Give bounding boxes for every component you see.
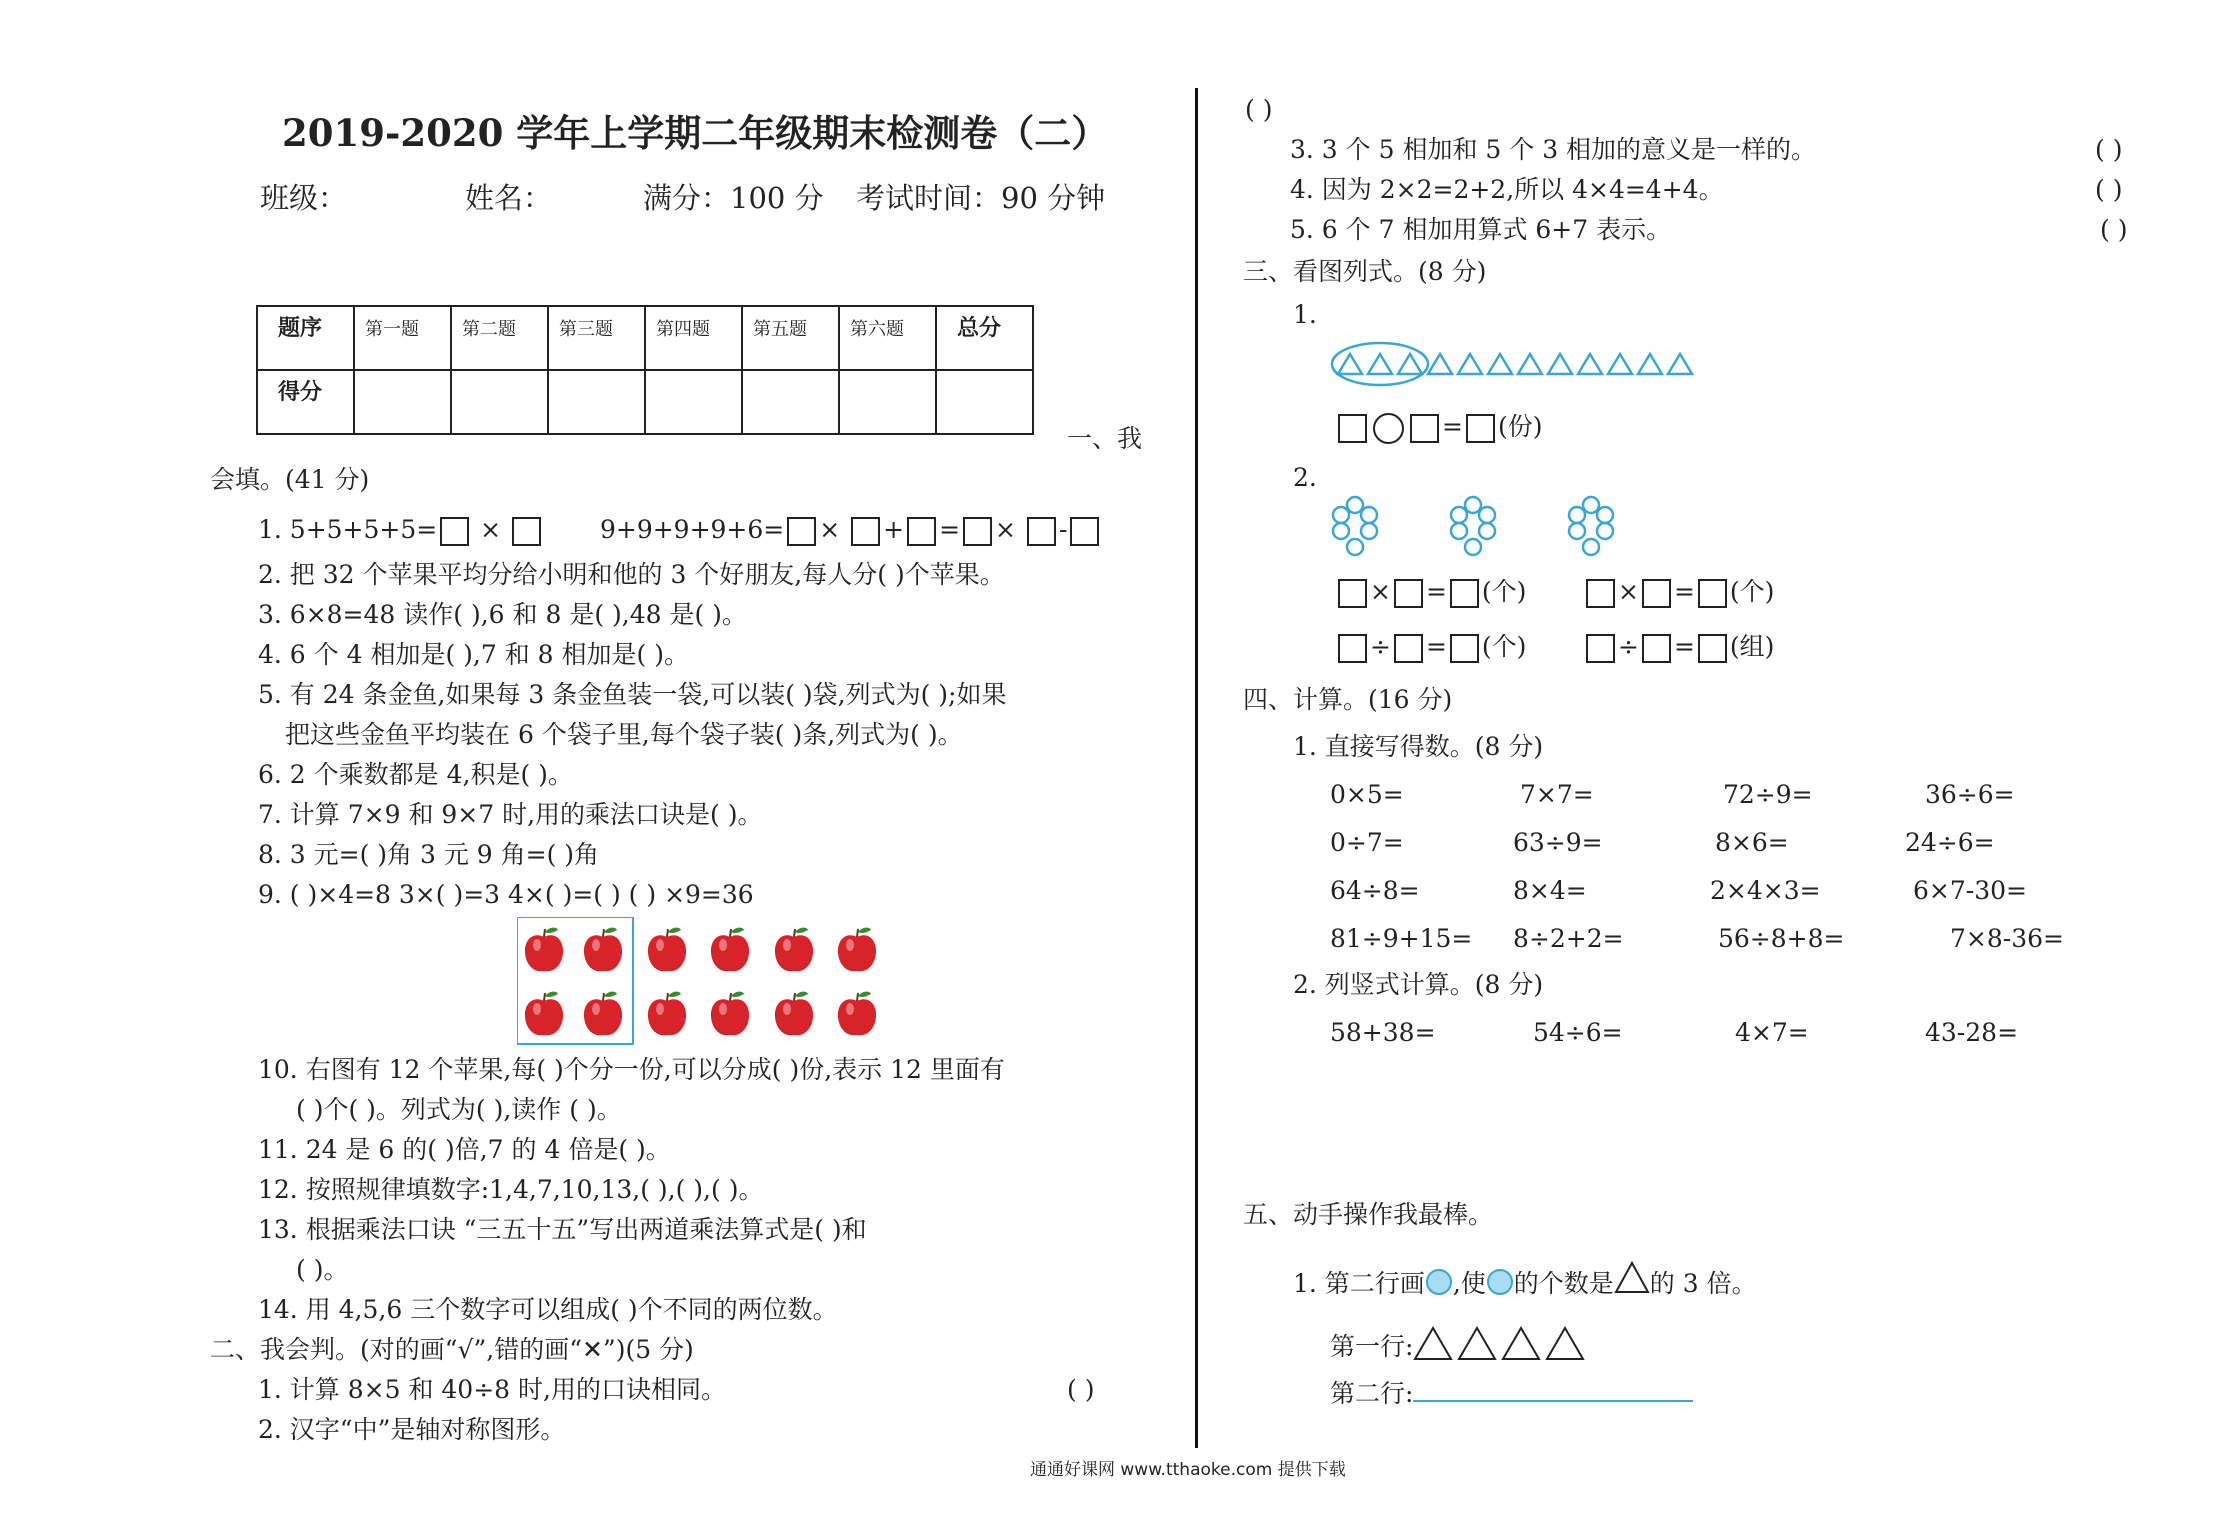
apple-icon bbox=[648, 928, 686, 972]
page-title: 2019-2020 学年上学期二年级期末检测卷（二） bbox=[282, 111, 1109, 155]
answer-box[interactable] bbox=[440, 517, 469, 546]
section5-heading: 五、动手操作我最棒。 bbox=[1243, 1200, 1494, 1229]
judge-5: 5. 6 个 7 相加用算式 6+7 表示。 bbox=[1290, 215, 1672, 244]
section2-heading: 二、我会判。(对的画“√”,错的画“✕”)(5 分) bbox=[210, 1335, 694, 1364]
answer-box[interactable] bbox=[1586, 634, 1615, 663]
q1-expr-b: 9+9+9+9+6= bbox=[599, 515, 785, 544]
s5-q1-text-d: 的 3 倍。 bbox=[1649, 1269, 1757, 1298]
table-header-cell: 第三题 bbox=[559, 319, 613, 340]
table-header-cell: 第六题 bbox=[850, 319, 904, 340]
flower-icon bbox=[1451, 497, 1495, 555]
drawing-answer-line[interactable] bbox=[1413, 1378, 1693, 1402]
s5-q1-text-a: 1. 第二行画 bbox=[1293, 1269, 1425, 1298]
question-1: 1. 5+5+5+5= × 9+9+9+9+6= × + = × - bbox=[258, 515, 1102, 546]
answer-box[interactable] bbox=[1394, 579, 1423, 608]
score-cell[interactable] bbox=[451, 370, 548, 434]
s3-q2-eq2: × = (个) bbox=[1583, 577, 1774, 608]
answer-box[interactable] bbox=[1698, 579, 1727, 608]
footer-text: 通通好课网 www.tthaoke.com 提供下载 bbox=[1030, 1460, 1346, 1480]
question-14: 14. 用 4,5,6 三个数字可以组成( )个不同的两位数。 bbox=[258, 1295, 838, 1324]
calc-item: 81÷9+15= bbox=[1330, 924, 1473, 953]
answer-box[interactable] bbox=[1642, 579, 1671, 608]
blue-circle-icon bbox=[1425, 1268, 1453, 1296]
q1-expr-a: 1. 5+5+5+5= bbox=[258, 515, 438, 544]
score-cell[interactable] bbox=[839, 370, 936, 434]
section1-heading-b: 会填。(41 分) bbox=[210, 465, 370, 494]
question-10b: ( )个( )。列式为( ),读作 ( )。 bbox=[296, 1095, 622, 1124]
question-2: 2. 把 32 个苹果平均分给小明和他的 3 个好朋友,每人分( )个苹果。 bbox=[258, 560, 1005, 589]
s5-q1-text-b: ,使 bbox=[1452, 1269, 1486, 1298]
vertical-calc-item: 4×7= bbox=[1735, 1018, 1809, 1047]
unit-label: (份) bbox=[1497, 412, 1543, 441]
triangle-icon bbox=[1459, 1328, 1495, 1359]
question-5b: 把这些金鱼平均装在 6 个袋子里,每个袋子装( )条,列式为( )。 bbox=[285, 720, 963, 749]
apple-icon bbox=[525, 928, 563, 972]
calc-item: 36÷6= bbox=[1925, 780, 2015, 809]
judge-1-paren[interactable]: ( ) bbox=[1067, 1375, 1095, 1404]
answer-box[interactable] bbox=[851, 517, 880, 546]
triangle-icon bbox=[1547, 1328, 1583, 1359]
judge-4-paren[interactable]: ( ) bbox=[2095, 175, 2123, 204]
question-7: 7. 计算 7×9 和 9×7 时,用的乘法口诀是( )。 bbox=[258, 800, 763, 829]
apples-image bbox=[517, 917, 892, 1045]
calc-item: 7×8-36= bbox=[1950, 924, 2064, 953]
s3-q1-number: 1. bbox=[1293, 300, 1317, 329]
answer-box[interactable] bbox=[1450, 634, 1479, 663]
answer-box[interactable] bbox=[907, 517, 936, 546]
calc-item: 64÷8= bbox=[1330, 876, 1420, 905]
s5-row2 bbox=[1330, 1378, 1693, 1409]
score-cell[interactable] bbox=[354, 370, 451, 434]
answer-box[interactable] bbox=[1450, 579, 1479, 608]
judge-3-paren[interactable]: ( ) bbox=[2095, 135, 2123, 164]
judge-2-paren[interactable]: ( ) bbox=[1245, 95, 1273, 124]
apple-icon bbox=[648, 992, 686, 1036]
blue-circle-icon bbox=[1486, 1268, 1514, 1296]
full-score-label: 满分：100 分 bbox=[643, 181, 824, 215]
s5-q1 bbox=[1293, 1260, 1757, 1299]
triangle-icon bbox=[1338, 354, 1692, 374]
judge-2: 2. 汉字“中”是轴对称图形。 bbox=[258, 1415, 566, 1444]
question-10a: 10. 右图有 12 个苹果,每( )个分一份,可以分成( )份,表示 12 里面有 bbox=[258, 1055, 1005, 1084]
flower-icon bbox=[1569, 497, 1613, 555]
calc-item: 6×7-30= bbox=[1913, 876, 2027, 905]
row2-label: 第二行: bbox=[1330, 1379, 1414, 1408]
apple-icon bbox=[525, 992, 563, 1036]
apple-icon bbox=[775, 928, 813, 972]
judge-1: 1. 计算 8×5 和 40÷8 时,用的口诀相同。 bbox=[258, 1375, 726, 1404]
answer-box[interactable] bbox=[1027, 517, 1056, 546]
score-cell[interactable] bbox=[548, 370, 645, 434]
question-5a: 5. 有 24 条金鱼,如果每 3 条金鱼装一袋,可以装( )袋,列式为( );如果 bbox=[258, 680, 1007, 709]
s4-sub2: 2. 列竖式计算。(8 分) bbox=[1293, 970, 1544, 999]
triangle-icon bbox=[1503, 1328, 1539, 1359]
triangle-icon bbox=[1415, 1328, 1451, 1359]
calc-item: 0×5= bbox=[1330, 780, 1404, 809]
answer-box[interactable] bbox=[1410, 414, 1439, 443]
apple-icon bbox=[775, 992, 813, 1036]
question-6: 6. 2 个乘数都是 4,积是( )。 bbox=[258, 760, 573, 789]
section4-heading: 四、计算。(16 分) bbox=[1243, 685, 1453, 714]
calc-item: 0÷7= bbox=[1330, 828, 1404, 857]
answer-box[interactable] bbox=[1338, 634, 1367, 663]
table-row-label: 得分 bbox=[278, 379, 323, 405]
table-header-cell: 第二题 bbox=[462, 319, 516, 340]
flowers-figure bbox=[1325, 495, 1655, 560]
unit-label: (个) bbox=[1481, 632, 1527, 661]
judge-3: 3. 3 个 5 相加和 5 个 3 相加的意义是一样的。 bbox=[1290, 135, 1817, 164]
apple-icon bbox=[838, 992, 876, 1036]
calc-item: 56÷8+8= bbox=[1718, 924, 1845, 953]
vertical-calc-item: 58+38= bbox=[1330, 1018, 1436, 1047]
calc-item: 8÷2+2= bbox=[1513, 924, 1624, 953]
answer-box[interactable] bbox=[512, 517, 541, 546]
calc-item: 72÷9= bbox=[1723, 780, 1813, 809]
score-cell[interactable] bbox=[742, 370, 839, 434]
answer-box[interactable] bbox=[1070, 517, 1099, 546]
vertical-calc-item: 54÷6= bbox=[1533, 1018, 1623, 1047]
score-table bbox=[256, 305, 1034, 435]
s3-q2-number: 2. bbox=[1293, 463, 1317, 492]
row1-triangles bbox=[1413, 1325, 1588, 1361]
unit-label: (个) bbox=[1481, 577, 1527, 606]
s3-q2-eq4: ÷ = (组) bbox=[1583, 632, 1774, 663]
apple-icon bbox=[838, 928, 876, 972]
name-label: 姓名： bbox=[465, 181, 553, 215]
question-13b: ( )。 bbox=[296, 1255, 349, 1284]
calc-item: 24÷6= bbox=[1905, 828, 1995, 857]
grouping-oval-icon bbox=[1332, 343, 1428, 385]
answer-box[interactable] bbox=[1338, 414, 1367, 443]
question-9: 9. ( )×4=8 3×( )=3 4×( )=( ) ( ) ×9=36 bbox=[258, 880, 754, 909]
apple-icon bbox=[711, 928, 749, 972]
question-4: 4. 6 个 4 相加是( ),7 和 8 相加是( )。 bbox=[258, 640, 689, 669]
question-3: 3. 6×8=48 读作( ),6 和 8 是( ),48 是( )。 bbox=[258, 600, 747, 629]
s3-q2-eq1: × = (个) bbox=[1335, 577, 1526, 608]
section3-heading: 三、看图列式。(8 分) bbox=[1243, 257, 1487, 286]
answer-box[interactable] bbox=[1642, 634, 1671, 663]
s5-row1 bbox=[1330, 1325, 1588, 1362]
table-header-cell: 第一题 bbox=[365, 319, 419, 340]
calc-item: 7×7= bbox=[1520, 780, 1594, 809]
judge-4: 4. 因为 2×2=2+2,所以 4×4=4+4。 bbox=[1290, 175, 1724, 204]
calc-item: 8×6= bbox=[1715, 828, 1789, 857]
unit-label: (组) bbox=[1729, 632, 1775, 661]
calc-item: 2×4×3= bbox=[1710, 876, 1821, 905]
table-header-cell: 总分 bbox=[957, 315, 1002, 341]
apple-icon bbox=[711, 992, 749, 1036]
calc-item: 63÷9= bbox=[1513, 828, 1603, 857]
question-11: 11. 24 是 6 的( )倍,7 的 4 倍是( )。 bbox=[258, 1135, 671, 1164]
score-cell[interactable] bbox=[645, 370, 742, 434]
apple-icon bbox=[584, 992, 622, 1036]
triangle-icon bbox=[1614, 1260, 1650, 1294]
class-label: 班级： bbox=[260, 181, 348, 215]
table-header-cell: 题序 bbox=[278, 315, 323, 341]
s3-q1-equation: = (份) bbox=[1335, 412, 1542, 444]
score-cell[interactable] bbox=[936, 370, 1033, 434]
question-8: 8. 3 元=( )角 3 元 9 角=( )角 bbox=[258, 840, 600, 869]
flower-icon bbox=[1333, 497, 1377, 555]
row1-label: 第一行: bbox=[1330, 1332, 1414, 1361]
triangles-group-figure bbox=[1330, 340, 1700, 388]
vertical-calc-item: 43-28= bbox=[1925, 1018, 2019, 1047]
s3-q2-eq3: ÷ = (个) bbox=[1335, 632, 1526, 663]
judge-5-paren[interactable]: ( ) bbox=[2100, 215, 2128, 244]
answer-box[interactable] bbox=[1466, 414, 1495, 443]
exam-time-label: 考试时间：90 分钟 bbox=[856, 181, 1106, 215]
answer-box[interactable] bbox=[787, 517, 816, 546]
s4-sub1: 1. 直接写得数。(8 分) bbox=[1293, 732, 1544, 761]
calc-item: 8×4= bbox=[1513, 876, 1587, 905]
table-header-cell: 第五题 bbox=[753, 319, 807, 340]
answer-box[interactable] bbox=[1338, 579, 1367, 608]
column-divider bbox=[1195, 88, 1198, 1448]
apple-icon bbox=[584, 928, 622, 972]
table-header-cell: 第四题 bbox=[656, 319, 710, 340]
s5-q1-text-c: 的个数是 bbox=[1513, 1269, 1614, 1298]
question-12: 12. 按照规律填数字:1,4,7,10,13,( ),( ),( )。 bbox=[258, 1175, 764, 1204]
answer-box[interactable] bbox=[963, 517, 992, 546]
answer-box[interactable] bbox=[1586, 579, 1615, 608]
answer-box[interactable] bbox=[1698, 634, 1727, 663]
operator-circle[interactable] bbox=[1373, 413, 1404, 444]
question-13a: 13. 根据乘法口诀 “三五十五”写出两道乘法算式是( )和 bbox=[258, 1215, 867, 1244]
section1-heading-a: 一、我 bbox=[1067, 424, 1143, 453]
unit-label: (个) bbox=[1729, 577, 1775, 606]
answer-box[interactable] bbox=[1394, 634, 1423, 663]
